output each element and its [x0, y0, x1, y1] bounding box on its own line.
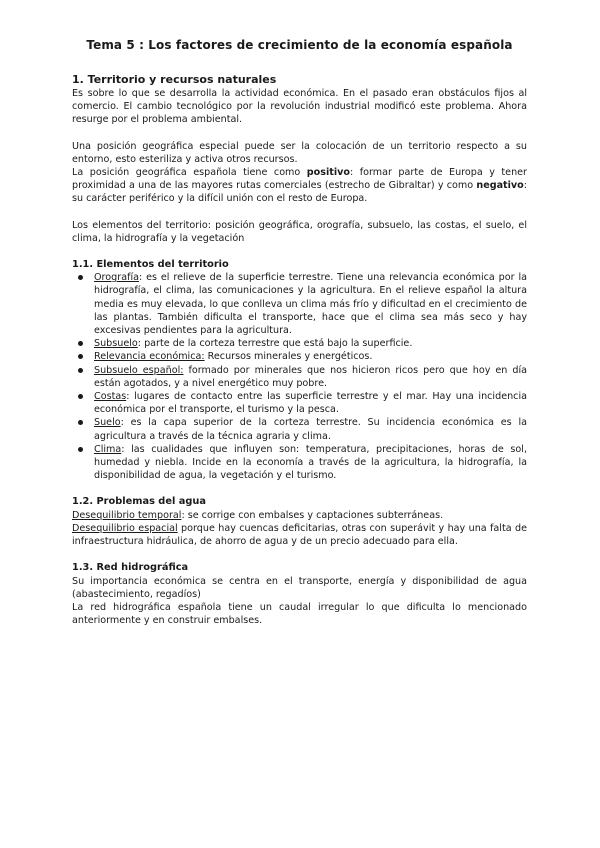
list-item: Subsuelo español: formado por minerales que nos hicieron ricos pero que hoy en día están agotados, y a nivel energético muy pobre. [72, 364, 527, 390]
paragraph-red-hidrografica: La red hidrográfica española tiene un caudal irregular lo que dificulta lo mencionado anteriormente y en construir embalses. [72, 601, 527, 627]
bullet-icon [78, 394, 83, 399]
paragraph-elementos: Los elementos del territorio: posición geográfica, orografía, subsuelo, las costas, el suelo, el clima, la hidrografía y la vegetación [72, 219, 527, 244]
paragraph-posicion-espanola: La posición geográfica española tiene como positivo: formar parte de Europa y tener proximidad a una de las mayores rutas comerciales (estrecho de Gibraltar) y como negativo: su carácter periférico y la difícil unión con el resto de Europa. [72, 167, 527, 205]
bullet-icon [78, 354, 83, 359]
list-item: Subsuelo: parte de la corteza terrestre que está bajo la superficie. [72, 337, 527, 350]
document-page [72, 36, 527, 627]
paragraph-posicion: Una posición geográfica especial puede ser la colocación de un territorio respecto a su entorno, esto esteriliza y activa otros recursos. [72, 140, 527, 165]
paragraph-intro: Es sobre lo que se desarrolla la actividad económica. En el pasado eran obstáculos fijos al comercio. El cambio tecnológico por la revolución industrial modificó este problema. Ahora resurge por el problema ambiental. [72, 88, 527, 126]
paragraph-importancia: Su importancia económica se centra en el transporte, energía y disponibilidad de agua (abastecimiento, regadíos) [72, 575, 527, 600]
bullet-icon [78, 368, 83, 373]
section-heading-elementos: 1.1. Elementos del territorio [72, 259, 229, 271]
bullet-icon [78, 420, 83, 425]
positivo-label: positivo [306, 167, 350, 179]
paragraph-desequilibrio-espacial: Desequilibrio espacial porque hay cuencas deficitarias, otras con superávit y hay una falta de infraestructura hidráulica, de ahorro de agua y de un precio adecuado para ella. [72, 522, 527, 548]
list-item: Costas: lugares de contacto entre las superficie terrestre y el mar. Hay una incidencia económica por el transporte, el turismo y la pesca. [72, 390, 527, 416]
bullet-icon [78, 447, 83, 452]
document-title: Tema 5 : Los factores de crecimiento de la economía española [86, 38, 513, 52]
list-item: Relevancia económica: Recursos minerales y energéticos. [72, 350, 527, 363]
section-heading-territorio: 1. Territorio y recursos naturales [72, 73, 277, 86]
negativo-label: negativo [476, 180, 524, 192]
bullet-icon [78, 341, 83, 346]
list-item: Suelo: es la capa superior de la corteza terrestre. Su incidencia económica es la agricultura a través de la técnica agraria y clima. [72, 416, 527, 442]
section-heading-red-hidrografica: 1.3. Red hidrográfica [72, 562, 189, 574]
bullet-icon [78, 275, 83, 280]
section-heading-agua: 1.2. Problemas del agua [72, 496, 206, 508]
list-item: Clima: las cualidades que influyen son: temperatura, precipitaciones, horas de sol, humedad y niebla. Incide en la economía a través de la agricultura, la hidrografía, la disponibilidad de agua, la vegetación y el turismo. [72, 443, 527, 483]
list-item: Orografía: es el relieve de la superficie terrestre. Tiene una relevancia económica por la hidrografía, el clima, las comunicaciones y la agricultura. En el relieve español la altura media es muy elevada, lo que conlleva un clima más frío y dificultad en el crecimiento de las plantas. También dificulta el transporte, hace que el clima sea más seco y hay excesivas pendientes para la agricultura. [72, 271, 527, 337]
elements-list [72, 271, 527, 482]
paragraph-desequilibrio-temporal: Desequilibrio temporal: se corrige con embalses y captaciones subterráneas. [72, 509, 444, 521]
